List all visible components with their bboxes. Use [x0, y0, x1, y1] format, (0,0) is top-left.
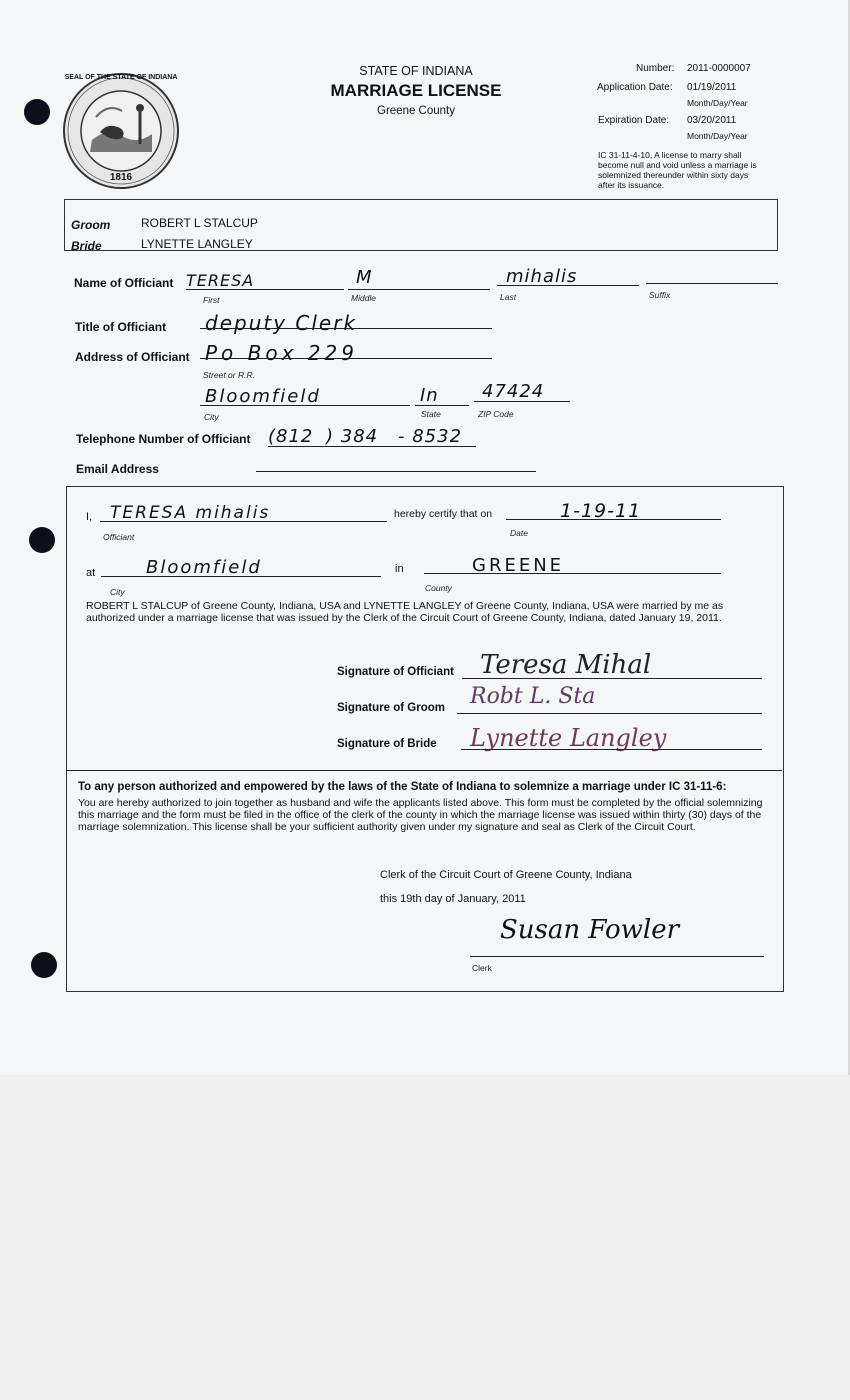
seal-ring-text: SEAL OF THE STATE OF INDIANA: [64, 74, 178, 81]
first-caption: First: [203, 295, 220, 305]
city-caption: City: [204, 412, 219, 422]
authorization-heading: To any person authorized and empowered by the laws of the State of Indiana to solemnize a marriage under IC 31-11-6:: [78, 781, 727, 793]
marriage-city: Bloomfield: [146, 557, 262, 578]
officiant-title: deputy Clerk: [205, 311, 358, 335]
officiant-zip: 47424: [482, 381, 545, 402]
last-name-line: [497, 285, 639, 286]
officiant-phone-label: Telephone Number of Officiant: [76, 432, 251, 446]
sig-bride-line: [461, 749, 762, 750]
expiration-date: 03/20/2011: [687, 115, 737, 126]
officiant-street: Po Box 229: [205, 341, 358, 365]
suffix-line: [646, 283, 778, 284]
seal-year: 1816: [109, 172, 133, 183]
officiant-city: Bloomfield: [205, 386, 321, 407]
header-county: Greene County: [377, 105, 455, 117]
section-divider: [66, 770, 782, 771]
officiant-address-label: Address of Officiant: [75, 350, 190, 364]
officiant-caption: Officiant: [103, 532, 135, 542]
street-line: [200, 358, 492, 359]
expiration-date-label: Expiration Date:: [598, 115, 670, 126]
email-line: [256, 471, 536, 472]
zip-caption: ZIP Code: [478, 409, 514, 419]
city-line: [101, 576, 381, 577]
officiant-first-name: TERESA: [186, 271, 255, 290]
state-line: [415, 405, 469, 406]
first-name-line: [186, 289, 344, 290]
binder-hole-bottom: [31, 952, 57, 978]
marriage-date: 1-19-11: [560, 500, 642, 522]
number-label: Number:: [636, 63, 675, 74]
expiration-notice: IC 31-11-4-10, A license to marry shall become null and void unless a marriage is solemnized thereunder within sixty days after its issuance.: [598, 150, 757, 190]
phone-area-code: (812: [268, 426, 314, 447]
clerk-line-1: Clerk of the Circuit Court of Greene County, Indiana: [380, 869, 632, 881]
date-caption: Date: [510, 528, 528, 538]
phone-line-number: - 8532: [398, 426, 463, 447]
clerk-signature-line: [470, 956, 764, 957]
sig-groom-line: [457, 713, 762, 714]
title-line: [200, 328, 492, 329]
state-seal: [62, 72, 180, 190]
middle-caption: Middle: [351, 293, 377, 303]
city-line: [200, 405, 410, 406]
officiant-title-label: Title of Officiant: [75, 320, 167, 334]
middle-name-line: [348, 289, 490, 290]
application-date: 01/19/2011: [687, 82, 737, 93]
license-number: 2011-0000007: [687, 63, 751, 74]
groom-label: Groom: [71, 218, 111, 232]
clerk-line-2: this 19th day of January, 2011: [380, 893, 526, 905]
clerk-signature: Susan Fowler: [500, 915, 680, 945]
sig-groom-label: Signature of Groom: [337, 702, 445, 714]
certify-text: hereby certify that on: [394, 508, 493, 520]
i-label: I,: [86, 511, 93, 523]
clerk-caption: Clerk: [472, 963, 492, 973]
groom-name: ROBERT L STALCUP: [141, 216, 258, 230]
officiant-last-name: mihalis: [506, 266, 578, 287]
at-label: at: [86, 567, 96, 579]
officiant-state: In: [420, 385, 439, 406]
authorization-body: You are hereby authorized to join together as husband and wife the applicants listed above. This form must be completed by the official solemnizing this marriage and the form must be filed in the office of the clerk of the county in which the marriage license was issued within thirty (30) days of the marriage solemnization. This license shall be your sufficient authority given under my signature and seal as Clerk of the Circuit Court.: [78, 797, 763, 833]
city-caption: City: [110, 587, 125, 597]
street-caption: Street or R.R.: [203, 370, 255, 380]
binder-hole-middle: [29, 527, 55, 553]
zip-line: [474, 401, 570, 402]
officiant-name-label: Name of Officiant: [74, 276, 174, 290]
officiant-middle-name: M: [356, 267, 373, 288]
county-line: [424, 573, 721, 574]
sig-officiant-label: Signature of Officiant: [337, 666, 454, 678]
groom-signature: Robt L. Sta: [470, 684, 596, 709]
date-line: [506, 519, 721, 520]
certifying-officiant: TERESA mihalis: [110, 503, 271, 523]
page-title: MARRIAGE LICENSE: [330, 81, 502, 100]
phone-line: [268, 446, 476, 447]
marriage-county: GREENE: [472, 555, 565, 576]
officiant-signature: Teresa Mihal: [480, 650, 652, 680]
date-format-caption: Month/Day/Year: [687, 98, 748, 108]
bride-label: Bride: [71, 239, 102, 253]
bride-name: LYNETTE LANGLEY: [141, 237, 253, 251]
suffix-caption: Suffix: [649, 290, 671, 300]
county-caption: County: [425, 583, 452, 593]
state-caption: State: [421, 409, 441, 419]
phone-prefix: ) 384: [326, 426, 379, 447]
application-date-label: Application Date:: [597, 82, 673, 93]
sig-bride-label: Signature of Bride: [337, 738, 437, 750]
sig-officiant-line: [462, 678, 762, 679]
bride-signature: Lynette Langley: [470, 724, 667, 752]
marriage-statement: ROBERT L STALCUP of Greene County, Indiana, USA and LYNETTE LANGLEY of Greene County, Indiana, USA were married by me as authorized under a marriage license that was issued by the Clerk of the Circuit Court of Greene County, Indiana, dated January 19, 2011.: [86, 600, 724, 624]
header-state: STATE OF INDIANA: [359, 64, 473, 78]
last-caption: Last: [500, 292, 517, 302]
in-label: in: [395, 563, 404, 575]
binder-hole-top: [24, 99, 50, 125]
date-format-caption: Month/Day/Year: [687, 131, 748, 141]
officiant-line: [100, 521, 387, 522]
officiant-email-label: Email Address: [76, 462, 159, 476]
